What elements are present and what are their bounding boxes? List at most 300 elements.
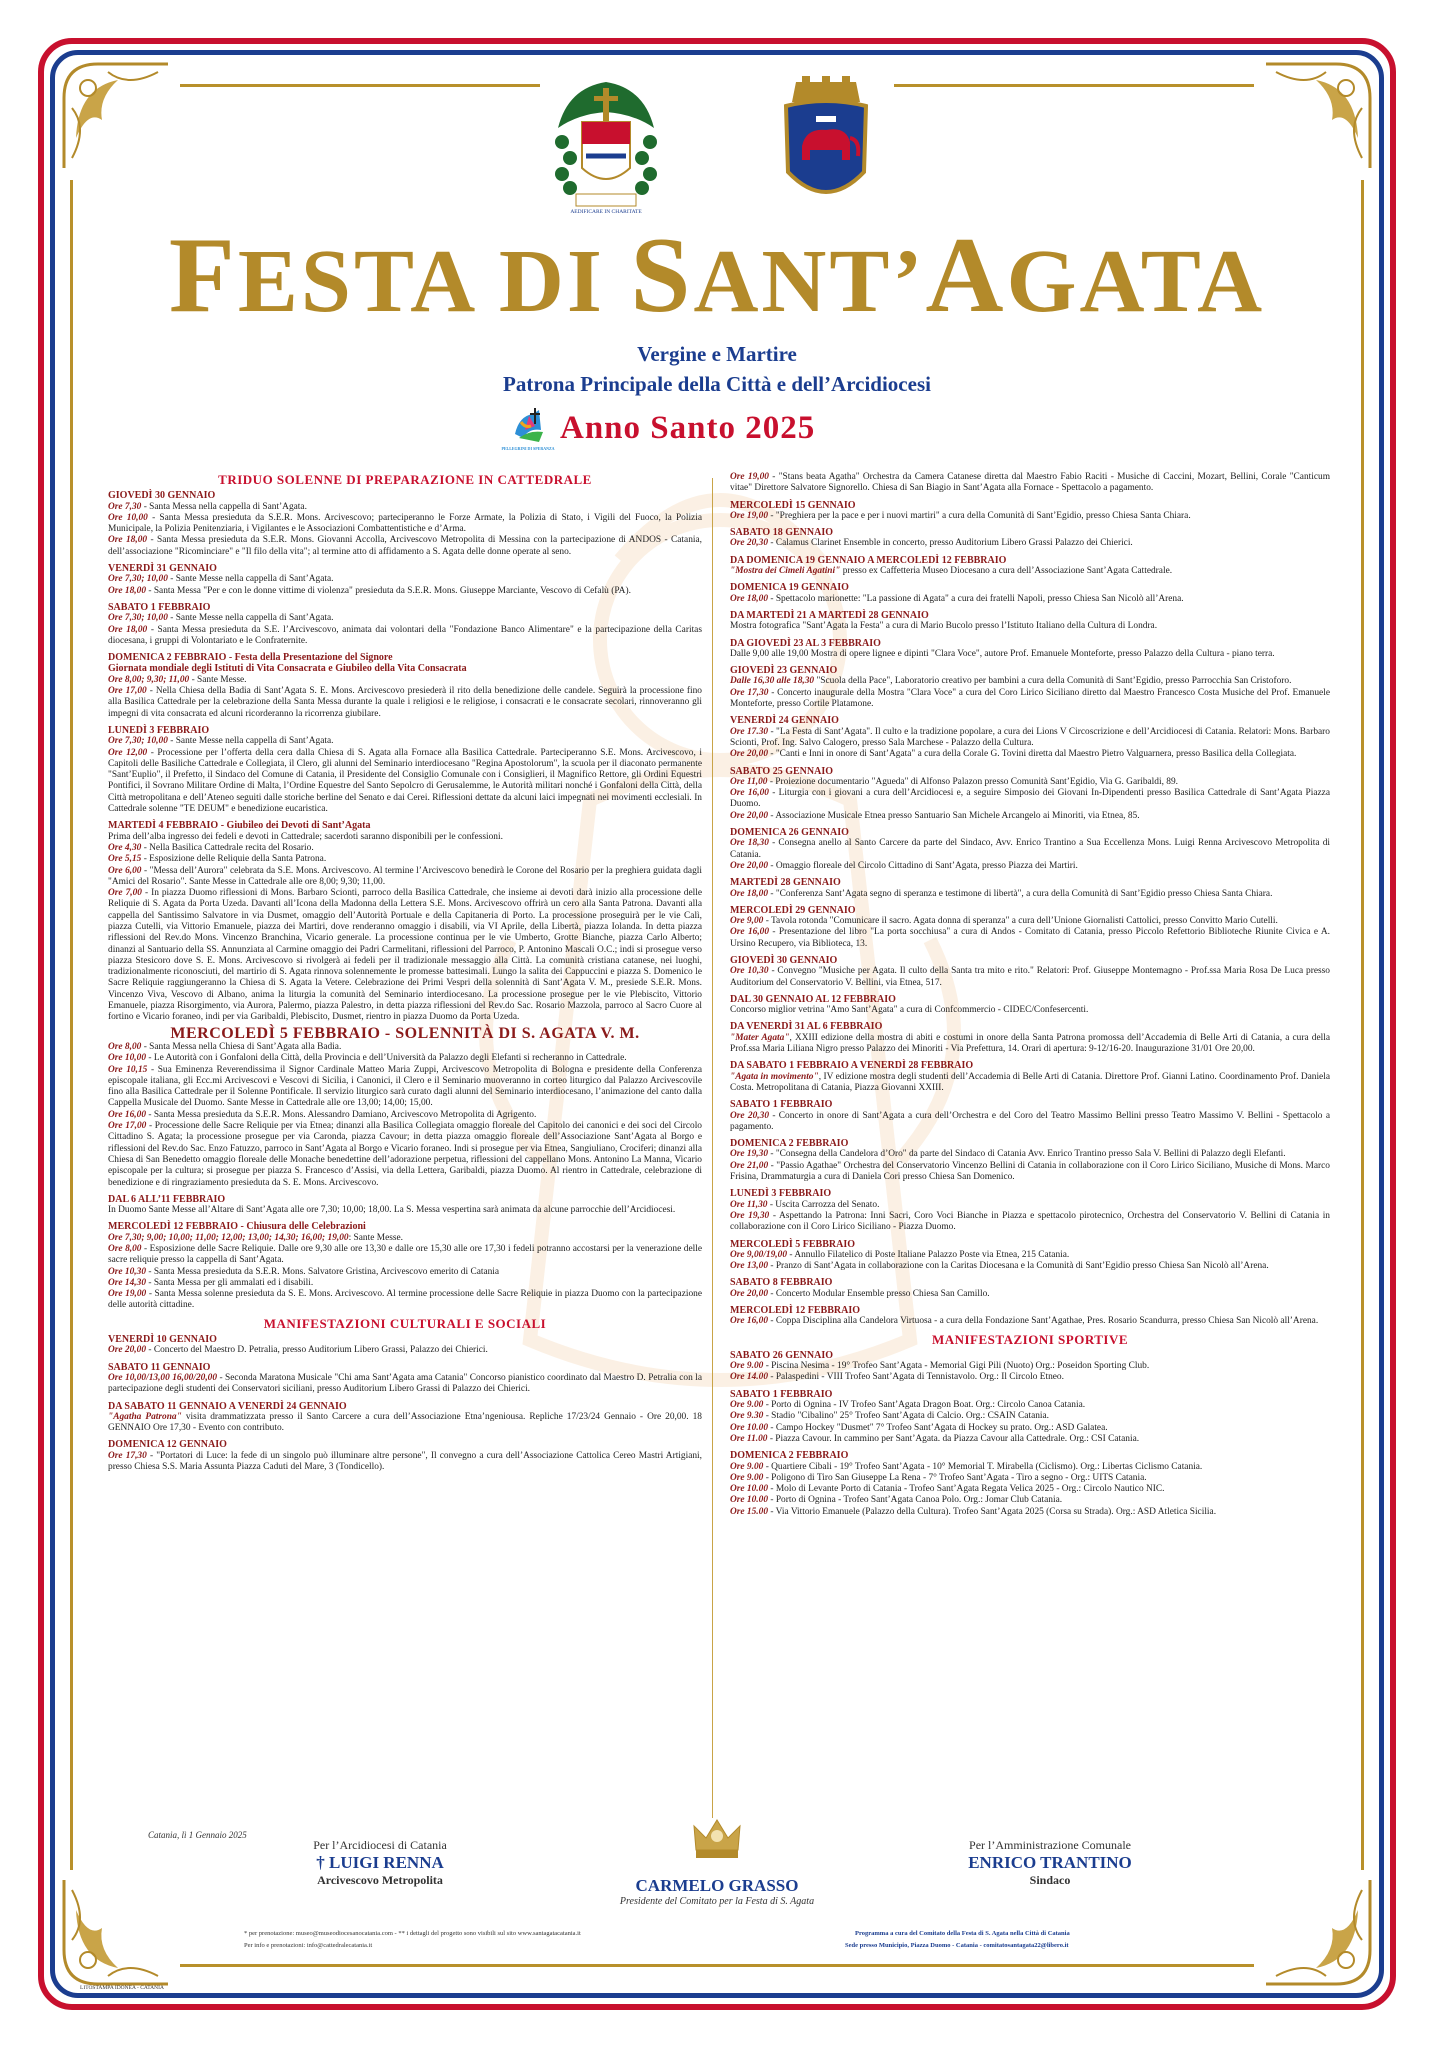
event-time: Ore 11,00 — [730, 776, 768, 787]
event-desc: - Convegno "Musiche per Agata. Il culto della Santa tra mito e rito." Relatori: Prof. Giuseppe Montemagno - Prof.ssa Maria Rosa De Luca presso Auditorium del Conservatorio V. Bellini, via Etnea, 517. — [730, 966, 1330, 988]
day-heading: VENERDÌ 24 GENNAIO — [730, 715, 839, 727]
event-desc: Dalle 9,00 alle 19,00 Mostra di opere lignee e dipinti "Clara Voce", autore Prof. Emanuele Monteforte, presso Palazzo della Cultura - piano terra. — [730, 648, 1275, 659]
event-time: Ore 7,30; 10,00 — [108, 613, 168, 624]
event-line — [108, 1244, 702, 1267]
event-time: Ore 7,30; 10,00 — [108, 736, 168, 747]
event-line — [108, 1373, 702, 1396]
event-time: Ore 20,00 — [730, 810, 769, 821]
sig-sub-left: Arcivescovo Metropolita — [317, 1873, 443, 1887]
jubilee-logo-text: PELLEGRINI DI SPERANZA — [501, 446, 555, 451]
event-desc: - Porto di Ognina - IV Trofeo Sant’Agata Dragon Boat. Org.: Circolo Canoa Catania. — [763, 1400, 1086, 1411]
event-line — [108, 625, 702, 648]
event-time: Ore 18,30 — [730, 838, 769, 849]
event-time: Ore 10.00 — [730, 1422, 769, 1433]
event-time: Ore 16,00 — [730, 1316, 769, 1327]
event-desc: - "La Festa di Sant’Agata". Il culto e la tradizione popolare, a cura dei Lions V Circoscrizione e dell’Arcidiocesi di Catania. Relatori: Mons. Barbaro Scionti, Prof. Ing. Salvo Calogero, presso Sala Marchese - Palazzo della Cultura. — [730, 726, 1330, 748]
event-time: Ore 19,30 — [730, 1149, 769, 1160]
day-heading: MERCOLEDÌ 5 FEBBRAIO — [730, 1238, 856, 1250]
event-line — [108, 535, 702, 558]
event-desc: - Concerto in onore di Sant’Agata a cura dell’Orchestra e del Coro del Teatro Massimo Bellini presso Teatro Massimo V. Bellini - Spettacolo a pagamento. — [730, 1110, 1330, 1132]
event-time: Ore 7,30; 10,00 — [108, 574, 168, 585]
event-desc: - Uscita Carrozza del Senato. — [767, 1199, 880, 1210]
event-line — [108, 1042, 702, 1053]
event-desc: - Palaspedini - VIII Trofeo Sant’Agata di Tennistavolo. Org.: Il Circolo Etneo. — [768, 1372, 1064, 1383]
right-rule — [1361, 180, 1364, 1870]
event-desc: - Santa Messa nella Chiesa di Sant’Agata alla Badia. — [141, 1041, 342, 1052]
sig-name-left: † LUIGI RENNA — [316, 1853, 444, 1872]
event-time: Dalle 16,30 alle 18,30 — [730, 676, 815, 687]
event-desc: - Piazza Cavour. In cammino per Sant’Agata. da Piazza Cavour alla Cattedrale. Org.: CSI Catania. — [767, 1433, 1140, 1444]
event-desc: Concorso miglior vetrina "Amo Sant’Agata" a cura di Confcommercio - CIDEC/Confesercenti. — [730, 1005, 1089, 1016]
event-time: Ore 4,30 — [108, 842, 142, 853]
ornament-corner-icon — [58, 58, 178, 178]
dal6-text: In Duomo Sante Messe all’Altare di Sant’Agata alle ore 7,30; 10,00; 18,00. La S. Messa vespertina sarà animata da alcune parrocchie dell’Arcidiocesi. — [108, 1205, 676, 1216]
event-desc: - Processione delle Sacre Reliquie per via Etnea; dinanzi alla Basilica Collegiata omaggio floreale del Capitolo dei canonici e dei soci del Circolo Cittadino S. Agata; la processione prosegue per via Caronda, piazza Cavour; in detta piazza omaggio floreale dell’Associazione Sant’Agata al Borgo e riflessioni del Rev.do Sac. Enzo Fatuzzo, parroco in Sant’Agata al Borgo e Vicario foraneo. Indi si prosegue per via Etnea, Sangiuliano, Crociferi; dinanzi alla Chiesa di San Benedetto omaggio floreale delle Monache benedettine dell’adorazione perpetua, riflessioni del cappellano Mons. Antonino La Manna, Vicario episcopale per la cultura; si prosegue per piazza S. Francesco d’Assisi, via della Lettera, Garibaldi, piazza Duomo. Al rientro in Cattedrale, celebrazione di benedizione e di ringraziamento presieduta da S. E. Mons. Arcivescovo. — [108, 1121, 702, 1188]
event-desc: - Sua Eminenza Reverendissima il Signor Cardinale Matteo Maria Zuppi, Arcivescovo Metropolita di Bologna e presidente della Conferenza episcopale italiana, gli Ecc.mi Arcivescovi e Vescovi di Sicilia, i Canonici, il Clero e il Seminario muoveranno in corteo liturgico dal Palazzo Arcivescovile fino alla Basilica Cattedrale per il Solenne Pontificale. Il servizio liturgico sarà curato dagli alunni del Seminario interdiocesano, l’animazione del canto dalla Cappella Musicale del Duomo. Sante Messe in Cattedrale alle ore 13,00; 14,00; 15,00. — [108, 1064, 702, 1109]
event-desc: - Coppa Disciplina alla Candelora Virtuosa - a cura della Fondazione Sant’Agathae, Pres. Rosario Scandurra, presso Chiesa San Nicolò all’Arena. — [768, 1316, 1319, 1327]
event-desc: - Santa Messa presieduta da S.E.R. Mons. Arcivescovo; parteciperanno le Forze Armate, la Polizia di Stato, i Vigili del Fuoco, la Polizia Municipale, la Polizia Penitenziaria, i Vigilantes e le Associazioni Combattentistiche e d’Arma. — [108, 512, 702, 535]
event-desc: - "Consegna della Candelora d’Oro" da parte del Sindaco di Catania Avv. Enrico Trantino presso Sala V. Bellini di Palazzo degli Elefanti. — [768, 1149, 1286, 1160]
event-desc: , IV edizione mostra degli studenti dell’Accademia di Belle Arti di Catania. Direttore Prof. Gianni Latino. Coordinamento Prof. Daniela Costa. Metropolitana di Catania, Piazza Giovanni XXIII. — [730, 1071, 1330, 1093]
mercoledi-solennita-title: MERCOLEDÌ 5 FEBBRAIO - SOLENNITÀ DI S. AGATA V. M. — [170, 1024, 640, 1042]
event-line — [108, 1267, 702, 1278]
printer-credit: LITOSTAMPA IDONEA - CATANIA — [80, 1985, 164, 1991]
day-heading: DOMENICA 26 GENNAIO — [730, 827, 849, 839]
event-line — [730, 566, 1330, 577]
day-heading: DOMENICA 19 GENNAIO — [730, 582, 849, 594]
event-time: Ore 6,00 — [108, 865, 142, 876]
event-desc: - Porto di Ognina - Trofeo Sant’Agata Canoa Polo. Org.: Jomar Club Catania. — [768, 1495, 1063, 1506]
event-desc: - Omaggio floreale del Circolo Cittadino di Sant’Agata, presso Piazza dei Martiri. — [768, 860, 1078, 871]
sig-name-right: ENRICO TRANTINO — [968, 1853, 1132, 1872]
event-desc: - Santa Messa presieduta da S.E. l’Arcivescovo, animata dai volontari della "Fondazione Banco Alimentare" e la partecipazione della Caritas diocesana, i gruppi di Volontariato e le Confraternite. — [108, 624, 702, 646]
event-line — [730, 1250, 1330, 1261]
event-line — [108, 613, 702, 624]
day-heading: SABATO 25 GENNAIO — [730, 765, 833, 777]
day-heading: DA VENERDÌ 31 AL 6 FEBBRAIO — [730, 1021, 883, 1033]
event-time: Ore 10.00 — [730, 1484, 769, 1495]
event-line — [108, 748, 702, 816]
event-time: Ore 11.00 — [730, 1433, 768, 1444]
event-line — [730, 1372, 1330, 1383]
event-time: Ore 7,30; 9,00; 10,00; 11,00; 12,00; 13,00; 14,30; 16,00; 19,00 — [108, 1232, 349, 1243]
event-line — [730, 788, 1330, 811]
event-time: Ore 16,00 — [730, 927, 770, 938]
left-column — [108, 472, 702, 1473]
event-time: Ore 18,00 — [730, 593, 769, 604]
event-desc: - "Stans beata Agatha" Orchestra da Camera Catanese diretta dal Maestro Fabio Raciti - Musiche di Caccini, Mozart, Bellini, Corale "Canticum vitae" Direttore Salvatore Signorello. Chiesa di San Biagio in Sant’Agata alla Fornace - Spettacolo a pagamento. — [730, 472, 1330, 494]
event-line — [730, 811, 1330, 822]
right-intro-events — [730, 472, 1330, 495]
event-desc: - Santa Messa per gli ammalati ed i disabili. — [146, 1277, 314, 1288]
day-heading: SABATO 26 GENNAIO — [730, 1349, 833, 1361]
event-line — [730, 511, 1330, 522]
event-line — [730, 1316, 1330, 1327]
sig-sub-center: Presidente del Comitato per la Festa di S. Agata — [619, 1896, 815, 1907]
event-time: Ore 10,00 — [108, 512, 148, 523]
bottom-rule — [180, 1964, 1254, 1967]
sport-days — [730, 1350, 1330, 1518]
ornament-corner-icon — [1256, 58, 1376, 178]
top-rule-left — [180, 84, 540, 87]
event-line — [730, 1484, 1330, 1495]
day-heading: SABATO 1 FEBBRAIO — [730, 1099, 833, 1111]
event-line — [108, 854, 702, 865]
day-heading: SABATO 1 FEBBRAIO — [730, 1388, 833, 1400]
event-desc: - Santa Messa "Per e con le donne vittime di violenza" presieduta da S.E.R. Mons. Giuseppe Marciante, Vescovo di Cefalù (PA). — [146, 585, 631, 596]
event-time: Ore 18,00 — [108, 624, 148, 635]
day-heading: DA DOMENICA 19 GENNAIO A MERCOLEDÌ 12 FEBBRAIO — [730, 554, 1007, 566]
event-time: Ore 20,00 — [730, 860, 769, 871]
event-desc: - Associazione Musicale Etnea presso Santuario San Michele Arcangelo ai Minoriti, via Etnea, 85. — [768, 810, 1140, 821]
event-desc: - Campo Hockey "Dusmet" 7° Trofeo Sant’Agata di Hockey su prato. Org.: ASD Galatea. — [768, 1422, 1108, 1433]
event-desc: - Sante Messe nella cappella di Sant’Agata. — [167, 574, 334, 585]
event-line — [730, 1072, 1330, 1095]
event-line — [108, 675, 702, 686]
signature-archbishop — [250, 1838, 510, 1888]
day-heading: MERCOLEDÌ 15 GENNAIO — [730, 499, 856, 511]
event-line — [730, 1149, 1330, 1160]
event-line — [730, 472, 1330, 495]
event-desc: - "Conferenza Sant’Agata segno di speranza e testimone di libertà", a cura della Comunità di Sant’Egidio presso Chiesa Santa Chiara. — [768, 888, 1273, 899]
event-desc: - Santa Messa nella cappella di Sant’Agata. — [141, 501, 307, 512]
event-time: "Mater Agata" — [730, 1032, 790, 1043]
event-desc: - Aspettando la Patrona: Inni Sacri, Coro Voci Bianche in Piazza e spettacolo pirotecnico, Orchestra del Conservatorio V. Bellini di Catania in collaborazione con il Coro Lirico Siciliano - Piazza Duomo. — [730, 1210, 1330, 1233]
day-heading: DA MARTEDÌ 21 A MARTEDÌ 28 GENNAIO — [730, 609, 929, 621]
event-time: Ore 9.00 — [730, 1461, 764, 1472]
event-desc: , XXIII edizione della mostra di abiti e costumi in onore della Santa Patrona promossa dell’Accademia di Belle Arti di Catania, a cura della Prof.ssa Maria Liliana Nigro presso Palazzo dei Minoriti - Via Prefettura, 14. Orari di apertura: 9-12/16-20. Inaugurazione 31/01 Ore 20,00. — [730, 1032, 1330, 1055]
event-desc: - Molo di Levante Porto di Catania - Trofeo Sant’Agata Regata Velica 2025 - Org.: Circolo Nautico NIC. — [768, 1484, 1165, 1495]
event-line — [730, 1434, 1330, 1445]
event-desc: - Esposizione delle Sacre Reliquie. Dalle ore 9,30 alle ore 13,30 e dalle ore 15,30 alle ore 17,30 i fedeli potranno accostarsi per la venerazione delle sacre reliquie presso la cappella di Sant’Agata. — [108, 1244, 702, 1266]
event-time: Ore 14.00 — [730, 1372, 769, 1383]
day-heading: GIOVEDÌ 30 GENNAIO — [108, 490, 216, 502]
event-time: Ore 9,00 — [730, 916, 764, 927]
footer-note-4: Sede presso Municipio, Piazza Duomo - Catania - comitatosantagata22@libero.it — [845, 1942, 1069, 1949]
event-time: Ore 17,00 — [108, 1121, 147, 1132]
event-desc: - Piscina Nesima - 19° Trofeo Sant’Agata - Memorial Gigi Pili (Nuoto) Org.: Poseidon Sporting Club. — [763, 1361, 1150, 1372]
event-line — [730, 1161, 1330, 1184]
day-heading: VENERDÌ 10 GENNAIO — [108, 1334, 217, 1346]
event-line — [730, 1400, 1330, 1411]
event-line — [730, 927, 1330, 950]
event-desc: - In piazza Duomo riflessioni di Mons. Barbaro Scionti, parroco della Basilica Cattedrale, che insieme ai devoti darà inizio alla processione delle Reliquie di S. Agata da Porta Uzeda. Davanti all’Icona della Madonna della Lettera S.E. Mons. Arcivescovo offrirà un cero alla Santa Patrona. Davanti alla cappella del Santissimo Salvatore in via Dusmet, omaggio dell’Autorità Portuale e della Capitaneria di Porto. La processione proseguirà per le vie Calì, piazza Cutelli, via Vittorio Emanuele, piazza dei Martiri, dove renderanno omaggio i disabili, via VI Aprile, della Libertà, piazza Iolanda. In detta piazza riflessioni del Rev.do Mons. Vincenzo Branchina, Vicario generale. La processione continua per le vie Umberto, Grotte Bianche, piazza Carlo Alberto; dinanzi al Santuario della SS. Annunziata al Carmine omaggio dei Padri Carmelitani, riflessioni del Parroco, P. Antonino Mascali O.C.; indi si prosegue verso piazza Stesicoro dove S. E. Mons. Arcivescovo si rivolgerà ai fedeli per il tradizionale messaggio alla Città. La comunità cristiana catanese, nei luoghi, tradizionalmente riconosciuti, del martirio di S. Agata rinnova solennemente le promesse battesimali. Lungo la salita dei Cappuccini e piazza S. Domenico le Sacre Reliquie raggiungeranno la Chiesa di S. Agata la Vetere. Celebrazione dei Primi Vespri della solennità di Sant’Agata V. M., presiede S.E.R. Mons. Vincenzo Viva, Vescovo di Albano, anima la liturgia la comunità del Seminario interdiocesano. La processione prosegue per le vie Plebiscito, Vittorio Emanuele, piazza Risorgimento, via Aurora, Palermo, piazza Palestro, in detta piazza riflessioni del Rev.do Sac. Rosario Mazzola, parroco al Sacro Cuore al fortino e Vicario foraneo, indi per via Garibaldi, Plebiscito, Dusmet, rientro in piazza Duomo da Porta Uzeda. — [108, 888, 702, 1023]
event-desc: - Concerto inaugurale della Mostra "Clara Voce" a cura del Coro Lirico Siciliano diretto dal Maestro Francesco Costa Musiche del Prof. Emanuele Monteforte, presso Cortile Platamone. — [730, 687, 1330, 710]
event-time: Ore 18,00 — [108, 585, 147, 596]
event-time: Ore 8,00 — [108, 1041, 142, 1052]
event-time: Ore 15.00 — [730, 1506, 769, 1517]
event-time: Ore 20,30 — [730, 538, 769, 549]
event-line — [730, 889, 1330, 900]
event-time: Ore 9.00 — [730, 1400, 764, 1411]
event-line — [108, 513, 702, 536]
event-desc: - Quartiere Cibali - 19° Trofeo Sant’Agata - 10° Memorial T. Mirabella (Ciclismo). Org.: Libertas Ciclismo Catania. — [763, 1461, 1203, 1472]
event-time: Ore 10,00 — [108, 1053, 147, 1064]
event-time: Ore 18,00 — [108, 535, 148, 546]
day-heading: GIOVEDÌ 23 GENNAIO — [730, 665, 838, 677]
event-desc: - Le Autorità con i Gonfaloni della Città, della Provincia e dell’Università da Palazzo degli Elefanti si recheranno in Cattedrale. — [146, 1053, 627, 1064]
page-title: FESTA DI SANT’AGATA — [168, 216, 1266, 335]
day-subheading: Giornata mondiale degli Istituti di Vita Consacrata e Giubileo della Vita Consacrata — [108, 663, 467, 675]
event-time: Ore 16,00 — [730, 788, 769, 799]
event-desc: "Scuola della Pace", Laboratorio creativo per bambini a cura della Comunità di Sant’Egidio, presso Parrocchia San Cristoforo. — [814, 676, 1292, 687]
day-heading: LUNEDÌ 3 FEBBRAIO — [108, 724, 210, 736]
event-desc: Prima dell’alba ingresso dei fedeli e devoti in Cattedrale; sacerdoti saranno disponibili per le confessioni. — [108, 831, 503, 842]
day-heading: MARTEDÌ 4 FEBBRAIO - Giubileo dei Devoti di Sant’Agata — [108, 820, 371, 832]
event-desc: - Calamus Clarinet Ensemble in concerto, presso Auditorium Libero Grassi Palazzo dei Chierici. — [768, 538, 1133, 549]
day-heading: DA GIOVEDÌ 23 AL 3 FEBBRAIO — [730, 637, 881, 649]
event-line — [108, 866, 702, 889]
event-line — [730, 1473, 1330, 1484]
day-heading: DOMENICA 2 FEBBRAIO — [730, 1450, 849, 1462]
event-line — [730, 621, 1330, 632]
event-desc: visita drammatizzata presso il Santo Carcere a cura dell’Associazione Etna’ngeniousa. Repliche 17/23/24 Gennaio - Ore 20,00. 18 GENNAIO Ore 17,30 - Evento con contributo. — [108, 1411, 702, 1434]
event-line — [108, 1065, 702, 1110]
day-heading: VENERDÌ 31 GENNAIO — [108, 563, 217, 575]
event-line — [730, 1411, 1330, 1422]
event-line — [108, 736, 702, 747]
event-line — [108, 1345, 702, 1356]
event-line — [108, 888, 702, 1024]
event-desc: - Concerto Modular Ensemble presso Chiesa San Camillo. — [768, 1288, 990, 1299]
dal6-title: DAL 6 ALL’11 FEBBRAIO — [108, 1193, 226, 1205]
crown-icon — [690, 1812, 744, 1868]
event-desc: - Spettacolo marionette: "La passione di Agata" a cura dei fratelli Napoli, presso Chiesa San Nicolò all’Arena. — [768, 593, 1184, 604]
event-desc: - Tavola rotonda "Comunicare il sacro. Agata donna di speranza" a cura dell’Unione Giornalisti Cattolici, presso Convitto Mario Cutelli. — [763, 916, 1278, 927]
event-time: Ore 9.30 — [730, 1411, 764, 1422]
event-desc: - Santa Messa presieduta da S.E.R. Mons. Giovanni Accolla, Arcivescovo Metropolita di Messina con la partecipazione di ANDOS - Catania, dell’associazione "Ricominciare" e "Il filo della vita"; al termine atto di affidamento a S. Agata delle donne operate al seno. — [108, 535, 702, 557]
event-line — [108, 1278, 702, 1289]
footer-note-3: Programma a cura del Comitato della Festa di S. Agata nella Città di Catania — [855, 1930, 1070, 1937]
event-desc: presso ex Caffetteria Museo Diocesano a cura dell’Associazione Sant’Agata Cattedrale. — [840, 566, 1173, 577]
day-heading: SABATO 18 GENNAIO — [730, 527, 833, 539]
event-line — [730, 1423, 1330, 1434]
event-time: Ore 7,00 — [108, 888, 142, 899]
event-time: "Mostra dei Cimeli Agatini" — [730, 566, 841, 577]
sig-name-center: CARMELO GRASSO — [635, 1876, 799, 1895]
event-time: "Agata in movimento" — [730, 1071, 819, 1082]
triduo-days — [108, 490, 702, 1023]
event-desc: - Nella Chiesa della Badia di Sant’Agata S. E. Mons. Arcivescovo presiederà il rito della benedizione delle candele. Seguirà la processione fino alla Basilica Cattedrale per la celebrazione della Santa Messa durante la quale i religiosi e le religiose, i consacrati e le consacrate secolari, rinnoveranno gli impegni di vita consacrata ed alcuni ricorderanno la ricorrenza giubilare. — [108, 686, 702, 719]
sig-sub-right: Sindaco — [1029, 1873, 1071, 1887]
event-time: Ore 10,00/13,00 16,00/20,00 — [108, 1372, 218, 1383]
event-desc: - Santa Messa presieduta da S.E.R. Mons. Salvatore Gristina, Arcivescovo emerito di Catania — [146, 1266, 500, 1277]
day-heading: DOMENICA 2 FEBBRAIO - Festa della Presentazione del Signore — [108, 652, 393, 664]
event-desc: - Santa Messa solenne presieduta da S. E. Mons. Arcivescovo. Al termine processione delle Sacre Reliquie in piazza Duomo con la partecipazione delle autorità cittadine. — [108, 1289, 702, 1311]
event-line — [730, 777, 1330, 788]
event-time: Ore 8,00 — [108, 1244, 142, 1254]
manifestazioni-title: MANIFESTAZIONI CULTURALI E SOCIALI — [263, 1315, 547, 1331]
event-line — [108, 586, 702, 597]
event-line — [730, 1507, 1330, 1518]
event-line — [730, 594, 1330, 605]
event-line — [730, 1495, 1330, 1506]
merc12-title: MERCOLEDÌ 12 FEBBRAIO - Chiusura delle Celebrazioni — [108, 1221, 366, 1233]
event-line — [108, 686, 702, 720]
day-heading: SABATO 1 FEBBRAIO — [108, 601, 211, 613]
subtitle-vergine: Vergine e Martire — [637, 342, 797, 366]
anno-santo-heading: Anno Santo 2025 — [560, 410, 816, 446]
ornament-corner-icon — [1256, 1870, 1376, 1990]
event-desc: - Sante Messe. — [189, 674, 247, 685]
event-time: Ore 5,15 — [108, 854, 142, 865]
right-column — [730, 472, 1330, 1518]
event-desc: - Sante Messe nella cappella di Sant’Agata. — [167, 613, 334, 624]
event-desc: : Sante Messe. — [348, 1232, 404, 1243]
event-desc: - "Preghiera per la pace e per i nuovi martiri" a cura della Comunità di Sant’Egidio, presso Chiesa Santa Chiara. — [768, 510, 1191, 521]
catania-city-emblem-icon — [776, 76, 876, 216]
event-time: Ore 19,00 — [730, 510, 769, 521]
event-line — [730, 727, 1330, 750]
day-heading: SABATO 8 FEBBRAIO — [730, 1277, 833, 1289]
event-desc: - Processione per l’offerta della cera dalla Chiesa di S. Agata alla Fornace alla Basilica Cattedrale. Parteciperanno S.E. Mons. Arcivescovo, i Capitoli delle Basiliche Cattedrale e Collegiata, il Clero, gli alunni del Seminario interdiocesano "Regina Apostolorum", la scuola per il diaconato permanente "Sant’Euplio", il Prefetto, il Sindaco del Comune di Catania, il Presidente del Consiglio Comunale con i Consiglieri, il Magnifico Rettore, gli Ordini Equestri Pontifici, il Sovrano Militare Ordine di Malta, l’Ordine Equestre del Santo Sepolcro di Gerusalemme, le Autorità militari nonché i Gonfaloni della Città, della Città metropolitana e dell’Ateneo seguiti dalle storiche berline del Senato e dai Cerei. Riflessioni dettate da alcuni laici impegnati nei movimenti ecclesiali. In Cattedrale solenne "TE DEUM" e benedizione eucaristica. — [108, 747, 702, 815]
event-line — [730, 861, 1330, 872]
event-time: Ore 21,00 — [730, 1160, 769, 1171]
sig-role-right: Per l’Amministrazione Comunale — [969, 1838, 1131, 1852]
event-time: Ore 17,30 — [730, 687, 769, 698]
event-line — [730, 966, 1330, 989]
day-heading: DAL 30 GENNAIO AL 12 FEBBRAIO — [730, 993, 896, 1005]
event-time: Ore 19,00 — [108, 1289, 147, 1300]
day-heading: LUNEDÌ 3 FEBBRAIO — [730, 1188, 832, 1200]
event-line — [108, 843, 702, 854]
event-line — [108, 832, 702, 843]
event-time: Ore 17.30 — [730, 726, 769, 737]
ornament-corner-icon — [58, 1870, 178, 1990]
day-heading: DA SABATO 1 FEBBRAIO A VENERDÌ 28 FEBBRAIO — [730, 1060, 974, 1072]
event-time: Ore 20,00 — [730, 1288, 769, 1299]
event-time: Ore 20,30 — [730, 1110, 770, 1121]
day-heading: DOMENICA 2 FEBBRAIO — [730, 1138, 849, 1150]
event-time: Ore 7,30 — [108, 501, 142, 512]
event-desc: - Annullo Filatelico di Poste Italiane Palazzo Poste via Etnea, 215 Catania. — [787, 1249, 1070, 1260]
event-line — [730, 1200, 1330, 1211]
event-line — [108, 1110, 702, 1121]
event-desc: - Liturgia con i giovani a cura dell’Arcidiocesi e, a seguire Simposio dei Giovani In-Dipendenti presso Basilica Cattedrale di Sant’Agata Piazza Duomo. — [730, 788, 1330, 810]
left-rule — [70, 180, 73, 1870]
event-line — [108, 1121, 702, 1189]
triduo-title: TRIDUO SOLENNE DI PREPARAZIONE IN CATTEDRALE — [218, 472, 592, 487]
day-heading: SABATO 11 GENNAIO — [108, 1361, 211, 1373]
event-line — [108, 1451, 702, 1474]
event-desc: - Concerto del Maestro D. Petralia, presso Auditorium Libero Grassi, Palazzo dei Chierici. — [146, 1345, 488, 1356]
manifestazioni-days — [108, 1334, 702, 1473]
archbishop-coat-of-arms-icon — [548, 78, 664, 218]
event-line — [730, 1005, 1330, 1016]
event-desc: - Proiezione documentario "Agueda" di Alfonso Palazon presso Comunità Sant’Egidio, Via G. Garibaldi, 89. — [767, 776, 1178, 787]
event-line — [108, 574, 702, 585]
event-time: "Agatha Patrona" — [108, 1411, 182, 1422]
event-time: Ore 11,30 — [730, 1199, 768, 1210]
signature-president — [560, 1876, 874, 1907]
event-time: Ore 20,00 — [108, 1345, 147, 1356]
event-line — [108, 1289, 702, 1312]
event-desc: - Via Vittorio Emanuele (Palazzo della Cultura). Trofeo Sant’Agata 2025 (Corsa su Strada). Org.: ASD Atletica Sicilia. — [768, 1506, 1217, 1517]
event-line — [730, 1261, 1330, 1272]
event-desc: - Sante Messe nella cappella di Sant’Agata. — [167, 736, 334, 747]
day-heading: DA SABATO 11 GENNAIO A VENERDÌ 24 GENNAIO — [108, 1400, 347, 1412]
event-time: Ore 10,30 — [108, 1266, 147, 1277]
event-desc: - Esposizione delle Reliquie della Santa Patrona. — [141, 854, 327, 865]
event-desc: - Santa Messa presieduta da S.E.R. Mons. Alessandro Damiano, Arcivescovo Metropolita di Agrigento. — [146, 1109, 537, 1120]
day-heading: MERCOLEDÌ 12 FEBBRAIO — [730, 1305, 861, 1316]
event-time: Ore 20,00 — [730, 749, 769, 760]
event-time: Ore 17,30 — [108, 1450, 147, 1461]
day-heading: MARTEDÌ 28 GENNAIO — [730, 877, 841, 889]
event-time: Ore 19,00 — [730, 472, 769, 482]
signature-mayor — [920, 1838, 1180, 1888]
footer-note-2: Per info e prenotazioni: info@cattedralecatania.it — [244, 1942, 373, 1949]
event-desc: - "Passio Agathae" Orchestra del Conservatorio Vincenzo Bellini di Catania in collaborazione con il Coro Lirico Siciliano, Musiche di Mons. Marco Frisina, Drammaturgia a cura di Daniela Cori presso Chiesa San Domenico. — [730, 1160, 1330, 1183]
event-line — [730, 688, 1330, 711]
event-time: Ore 8,00; 9,30; 11,00 — [108, 674, 190, 685]
event-desc: - Consegna anello al Santo Carcere da parte del Sindaco, Avv. Enrico Trantino a Sua Eccellenza Mons. Luigi Renna Arcivescovo Metropolita di Catania. — [730, 838, 1330, 860]
event-time: Ore 12,00 — [108, 747, 148, 758]
event-time: Ore 9.00 — [730, 1361, 764, 1372]
day-heading: MERCOLEDÌ 29 GENNAIO — [730, 904, 856, 916]
event-time: Ore 17,00 — [108, 686, 147, 697]
event-desc: - Pranzo di Sant’Agata in collaborazione con la Caritas Diocesana e la Comunità di Sant’Egidio presso Chiesa San Nicolò all’Arena. — [768, 1261, 1269, 1272]
subtitle-patrona: Patrona Principale della Città e dell’Arcidiocesi — [503, 372, 931, 396]
day-heading: DOMENICA 12 GENNAIO — [108, 1439, 227, 1451]
event-line — [108, 1412, 702, 1435]
top-rule-right — [894, 84, 1254, 87]
event-line — [730, 676, 1330, 687]
event-time: Ore 10,15 — [108, 1064, 148, 1075]
event-line — [730, 838, 1330, 861]
event-desc: Mostra fotografica "Sant’Agata la Festa" a cura di Mario Bucolo presso l’Istituto Italiano della Cultura di Londra. — [730, 621, 1158, 632]
event-time: Ore 10,30 — [730, 966, 769, 977]
event-line — [730, 1361, 1330, 1372]
event-line — [108, 502, 702, 513]
event-time: Ore 9,00/19,00 — [730, 1249, 788, 1260]
event-line — [730, 1211, 1330, 1234]
sport-title: MANIFESTAZIONI SPORTIVE — [931, 1331, 1129, 1347]
event-line — [730, 1111, 1330, 1134]
event-desc: - Seconda Maratona Musicale "Chi ama Sant’Agata ama Catania" Concorso pianistico coordinato dal Maestro D. Petralia con la partecipazione degli studenti dei Conservatori siciliani, presso Auditorium Libero Grassi di Palazzo dei Chierici. — [108, 1372, 702, 1395]
event-line — [108, 1053, 702, 1064]
event-line — [730, 916, 1330, 927]
event-desc: - Poligono di Tiro San Giuseppe La Rena - 7° Trofeo Sant’Agata - Tiro a segno - Org.: UITS Catania. — [763, 1472, 1147, 1483]
right-days — [730, 500, 1330, 1328]
event-line — [730, 1033, 1330, 1056]
event-time: Ore 13,00 — [730, 1261, 769, 1272]
event-line — [730, 538, 1330, 549]
mercoledi-events — [108, 1042, 702, 1189]
event-line — [730, 749, 1330, 760]
event-line — [730, 1289, 1330, 1300]
event-time: Ore 19,30 — [730, 1210, 770, 1221]
sig-role-left: Per l’Arcidiocesi di Catania — [313, 1838, 447, 1852]
event-line — [730, 1462, 1330, 1473]
date-line: Catania, lì 1 Gennaio 2025 — [148, 1830, 247, 1840]
event-line — [730, 649, 1330, 660]
emblem-motto: AEDIFICARE IN CHARITATE — [570, 209, 642, 215]
event-time: Ore 18,00 — [730, 888, 769, 899]
event-desc: - Stadio "Cibalino" 25° Trofeo Sant’Agata di Calcio. Org.: CSAIN Catania. — [763, 1411, 1050, 1422]
event-time: Ore 16,00 — [108, 1109, 147, 1120]
event-desc: - "Canti e Inni in onore di Sant’Agata" a cura della Corale G. Tovini diretta dal Maestro Pietro Valguarnera, presso Basilica della Collegiata. — [768, 749, 1297, 760]
event-desc: - Nella Basilica Cattedrale recita del Rosario. — [141, 842, 314, 853]
event-time: Ore 14,30 — [108, 1277, 147, 1288]
event-desc: - "Messa dell’Aurora" celebrata da S.E. Mons. Arcivescovo. Al termine l’Arcivescovo benedirà le Corone del Rosario per la preghiera guidata dagli "Amici del Rosario". Sante Messe in Cattedrale alle ore 8,00; 9,30; 11,00. — [108, 865, 702, 887]
event-line — [108, 1233, 702, 1244]
event-desc: - "Portatori di Luce: la fede di un singolo può illuminare altre persone", Il convegno a cura dell’Associazione Cattolica Cereo Mastri Artigiani, presso Chiesa S.S. Maria Assunta Piazza Caduti del Mare, 3 (Tondicello). — [108, 1450, 702, 1473]
event-desc: - Presentazione del libro "La porta socchiusa" a cura di Andos - Comitato di Catania, presso Piccolo Refettorio Biblioteche Riunite Civica e A. Ursino Recupero, via Biblioteca, 13. — [730, 927, 1330, 949]
footer-note-1: * per prenotazione: museo@museodiocesanocatania.com - ** i dettagli del progetto sono visibili sul sito www.santagatacatania.it — [244, 1930, 581, 1937]
merc12-events — [108, 1233, 702, 1312]
event-time: Ore 10.00 — [730, 1495, 769, 1506]
